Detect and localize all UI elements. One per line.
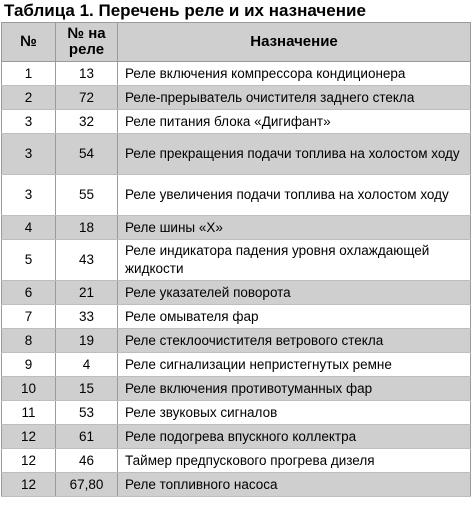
purpose-text: Реле шины «Х» [125, 219, 223, 235]
purpose-text: Реле указателей поворота [125, 284, 291, 300]
relay-number-cell: 46 [56, 449, 118, 473]
table-header-row [2, 23, 471, 62]
table-row [2, 281, 471, 305]
purpose-text: Реле прекращения подачи топлива на холостом ходу [125, 146, 460, 161]
purpose-text: Реле включения компрессора кондиционера [125, 65, 406, 81]
purpose-text: Реле стеклоочистителя ветрового стекла [125, 332, 384, 348]
relay-number-cell: 19 [56, 329, 118, 353]
relay-number-cell: 43 [56, 240, 118, 281]
row-number-cell: 3 [2, 134, 56, 175]
purpose-text: Таймер предпускового прогрева дизеля [125, 452, 375, 468]
column-header-relay-line2: реле [68, 41, 105, 58]
row-number-cell: 2 [2, 86, 56, 110]
relay-number-cell: 32 [56, 110, 118, 134]
relay-number-cell: 18 [56, 216, 118, 240]
purpose-cell [118, 175, 471, 216]
row-number-cell: 3 [2, 110, 56, 134]
relay-table [1, 22, 471, 497]
purpose-text: Реле включения противотуманных фар [125, 380, 373, 396]
table-row [2, 305, 471, 329]
row-number-cell: 9 [2, 353, 56, 377]
purpose-cell [118, 377, 471, 401]
table-caption: Таблица 1. Перечень реле и их назначение [4, 1, 366, 20]
table-row [2, 216, 471, 240]
column-header-relay-number [56, 23, 118, 62]
purpose-cell [118, 134, 471, 175]
table-row [2, 401, 471, 425]
purpose-text: Реле топливного насоса [125, 476, 278, 492]
purpose-text: Реле индикатора падения уровня охлаждающей жидкости [125, 243, 430, 276]
purpose-text: Реле сигнализации непристегнутых ремне [125, 356, 392, 372]
row-number-cell: 4 [2, 216, 56, 240]
table-row [2, 329, 471, 353]
relay-number-cell: 33 [56, 305, 118, 329]
relay-number-cell: 72 [56, 86, 118, 110]
purpose-cell [118, 281, 471, 305]
table-row [2, 134, 471, 175]
row-number-cell: 12 [2, 425, 56, 449]
relay-number-cell: 67,80 [56, 473, 118, 497]
table-row [2, 353, 471, 377]
table-row [2, 62, 471, 86]
relay-number-cell: 53 [56, 401, 118, 425]
table-row [2, 175, 471, 216]
relay-number-cell: 54 [56, 134, 118, 175]
relay-number-cell: 15 [56, 377, 118, 401]
purpose-cell [118, 62, 471, 86]
relay-number-cell: 55 [56, 175, 118, 216]
relay-number-cell: 13 [56, 62, 118, 86]
purpose-cell [118, 425, 471, 449]
row-number-cell: 1 [2, 62, 56, 86]
purpose-cell [118, 86, 471, 110]
row-number-cell: 6 [2, 281, 56, 305]
purpose-cell [118, 353, 471, 377]
relay-number-cell: 4 [56, 353, 118, 377]
table-row [2, 86, 471, 110]
table-row [2, 449, 471, 473]
row-number-cell: 8 [2, 329, 56, 353]
relay-number-cell: 21 [56, 281, 118, 305]
table-row [2, 425, 471, 449]
table-row [2, 377, 471, 401]
column-header-purpose: Назначение [118, 23, 471, 62]
purpose-text: Реле звуковых сигналов [125, 404, 278, 420]
purpose-text: Реле увеличения подачи топлива на холостом ходу [125, 187, 449, 202]
purpose-text: Реле омывателя фар [125, 308, 259, 324]
purpose-text: Реле-прерыватель очистителя заднего стекла [125, 89, 415, 105]
row-number-cell: 3 [2, 175, 56, 216]
row-number-cell: 5 [2, 240, 56, 281]
row-number-cell: 12 [2, 449, 56, 473]
purpose-cell [118, 240, 471, 281]
row-number-cell: 12 [2, 473, 56, 497]
purpose-cell [118, 401, 471, 425]
purpose-cell [118, 110, 471, 134]
row-number-cell: 10 [2, 377, 56, 401]
column-header-number: № [2, 23, 56, 62]
purpose-text: Реле питания блока «Дигифант» [125, 113, 331, 129]
table-row [2, 473, 471, 497]
row-number-cell: 7 [2, 305, 56, 329]
purpose-cell [118, 473, 471, 497]
purpose-cell [118, 449, 471, 473]
row-number-cell: 11 [2, 401, 56, 425]
purpose-cell [118, 305, 471, 329]
table-row [2, 110, 471, 134]
purpose-text: Реле подогрева впускного коллектра [125, 428, 357, 444]
purpose-cell [118, 216, 471, 240]
table-row [2, 240, 471, 281]
relay-number-cell: 61 [56, 425, 118, 449]
column-header-relay-line1: № на [67, 25, 106, 42]
table-body [2, 62, 471, 497]
purpose-cell [118, 329, 471, 353]
